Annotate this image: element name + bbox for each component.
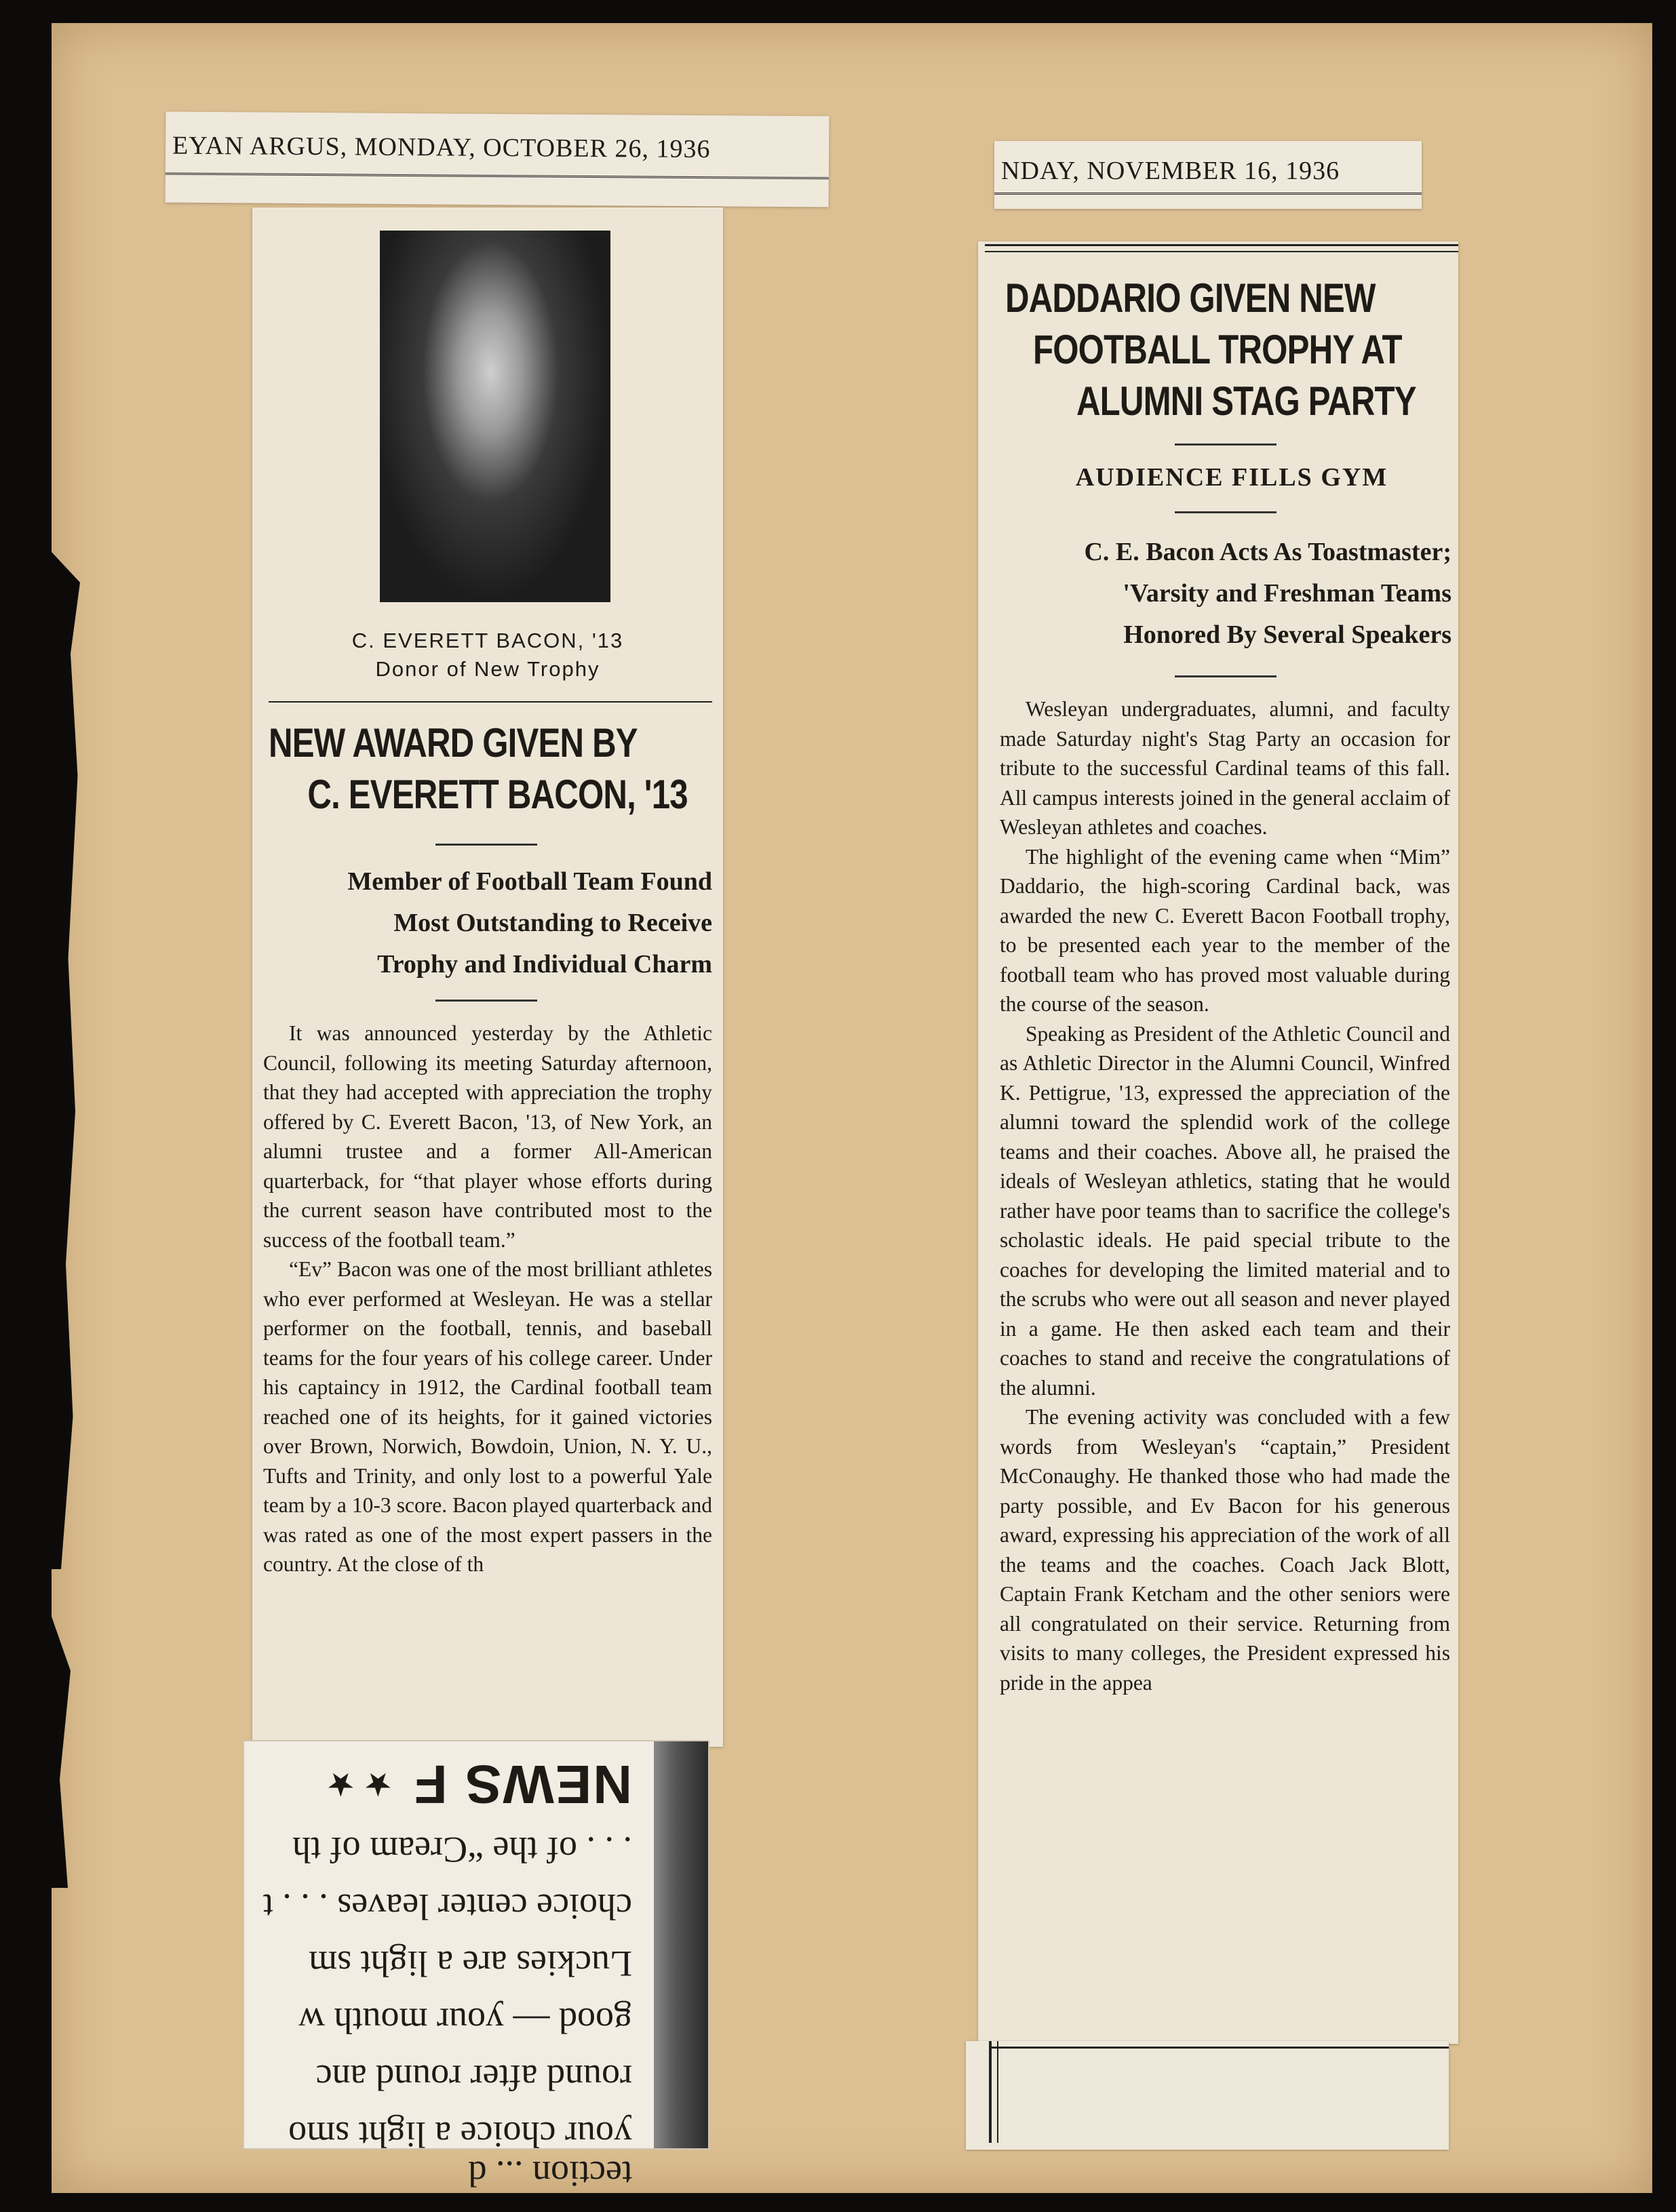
lower-right-fragment xyxy=(966,2041,1449,2150)
left-headline-line-1: NEW AWARD GIVEN BY xyxy=(269,720,638,766)
ad-headline: NEWS F xyxy=(412,1754,632,1815)
left-deck-line-3: Trophy and Individual Charm xyxy=(377,950,712,979)
right-masthead-strip xyxy=(994,141,1422,209)
left-paragraph-1: It was announced yesterday by the Athletic Council, following its meeting Saturday afternoon, that they had accepted with appreciation the trophy offered by C. Everett Bacon, '13, of New York, an alumni trustee and a former All-American quarterback, for “that player whose efforts during the current season have contributed most to the success of the football team.” xyxy=(263,1021,712,1252)
right-headline-line-1: DADDARIO GIVEN NEW xyxy=(1005,275,1376,321)
right-headline-line-2: FOOTBALL TROPHY AT xyxy=(1033,327,1402,372)
portrait-photo xyxy=(380,231,610,602)
photo-caption-name: C. EVERETT BACON, '13 xyxy=(351,629,624,652)
torn-edge-lower xyxy=(52,1617,79,1888)
right-paragraph-3: Speaking as President of the Athletic Council and as Athletic Director in the Alumni Council, Winfred K. Pettigrue, '13, expressed the appreciation of the alumni toward the splendid work of the college teams and their coaches. Above all, he praised the ideals of Wesleyan athletics, stating that he would rather have poor teams than to sacrifice the college's scholastic ideals. He paid special tribute to the coaches for developing the limited material and to the scrubs who were out all season and never played in a game. He then asked each team and their coaches to stand and receive the congratulations of the alumni. xyxy=(1000,1021,1450,1400)
ad-halftone-strip xyxy=(654,1741,708,2148)
left-article-clipping xyxy=(252,208,723,1747)
ad-line-2: choice center leaves . . . t xyxy=(262,1887,632,1927)
right-masthead: NDAY, NOVEMBER 16, 1936 xyxy=(994,141,1422,195)
photo-caption-role: Donor of New Trophy xyxy=(375,657,600,681)
left-deck-line-1: Member of Football Team Found xyxy=(347,867,712,896)
ad-line-6: your choice a light smo xyxy=(288,2114,632,2155)
right-headline xyxy=(1005,273,1458,427)
left-deck xyxy=(269,861,712,985)
ad-text-block xyxy=(244,1747,646,2194)
torn-edge xyxy=(52,552,99,1569)
left-headline-line-2: C. EVERETT BACON, '13 xyxy=(307,772,688,817)
right-headline-line-3: ALUMNI STAG PARTY xyxy=(1076,378,1416,424)
ad-line-7: tection ... d xyxy=(468,2154,632,2194)
right-paragraph-1: Wesleyan undergraduates, alumni, and faculty made Saturday night's Stag Party an occasion for tribute to the successful Cardinal teams of this fall. All campus interests joined in the general acclaim of Wesleyan athletes and coaches. xyxy=(1000,697,1450,839)
right-deck-2 xyxy=(1005,532,1451,656)
ad-line-5: round after round anc xyxy=(315,2057,632,2098)
left-masthead-strip xyxy=(165,112,830,208)
right-article-body xyxy=(1000,694,1450,2044)
upside-down-ad-clipping xyxy=(243,1740,709,2194)
right-deck-2-line-3: Honored By Several Speakers xyxy=(1123,620,1451,649)
right-deck-1: AUDIENCE FILLS GYM xyxy=(1075,463,1388,492)
left-deck-line-2: Most Outstanding to Receive xyxy=(393,909,712,937)
ad-line-1: . . . of the “Cream of th xyxy=(292,1830,632,1870)
right-deck-2-line-2: 'Varsity and Freshman Teams xyxy=(1123,579,1451,608)
ad-line-3: Luckies are a light sm xyxy=(309,1943,632,1984)
right-deck-2-line-1: C. E. Bacon Acts As Toastmaster; xyxy=(1084,538,1451,566)
left-article-body xyxy=(263,1019,712,1717)
left-masthead: EYAN ARGUS, MONDAY, OCTOBER 26, 1936 xyxy=(165,112,830,180)
right-paragraph-4: The evening activity was concluded with a few words from Wesleyan's “captain,” President McConaughy. He thanked those who had made the party possible, and Ev Bacon for his generous award, expressing his appreciation of the work of all the teams and the coaches. Coach Jack Blott, Captain Frank Ketcham and the other seniors were all congratulated on their service. Returning from visits to many colleges, the President expressed his pride in the appea xyxy=(1000,1405,1450,1695)
ad-line-4: good — your mouth w xyxy=(298,2000,632,2041)
ad-stars: ★ ★ xyxy=(326,1766,393,1802)
right-paragraph-2: The highlight of the evening came when “Mim” Daddario, the high-scoring Cardinal back, was awarded the new C. Everett Bacon Football trophy, to be presented each year to the member of the football team who has proved most valuable during the course of the season. xyxy=(1000,844,1450,1016)
right-article-clipping xyxy=(978,241,1458,2044)
left-paragraph-2: “Ev” Bacon was one of the most brilliant athletes who ever performed at Wesleyan. He was a stellar performer on the football, tennis, and baseball teams for the four years of his college career. Under his captaincy in 1912, the Cardinal football team reached one of its heights, for it gained victories over Brown, Norwich, Bowdoin, Union, N. Y. U., Tufts and Trinity, and only lost to a powerful Yale team by a 10-3 score. Bacon played quarterback and was rated as one of the most expert passers in the country. At the close of th xyxy=(263,1257,712,1576)
